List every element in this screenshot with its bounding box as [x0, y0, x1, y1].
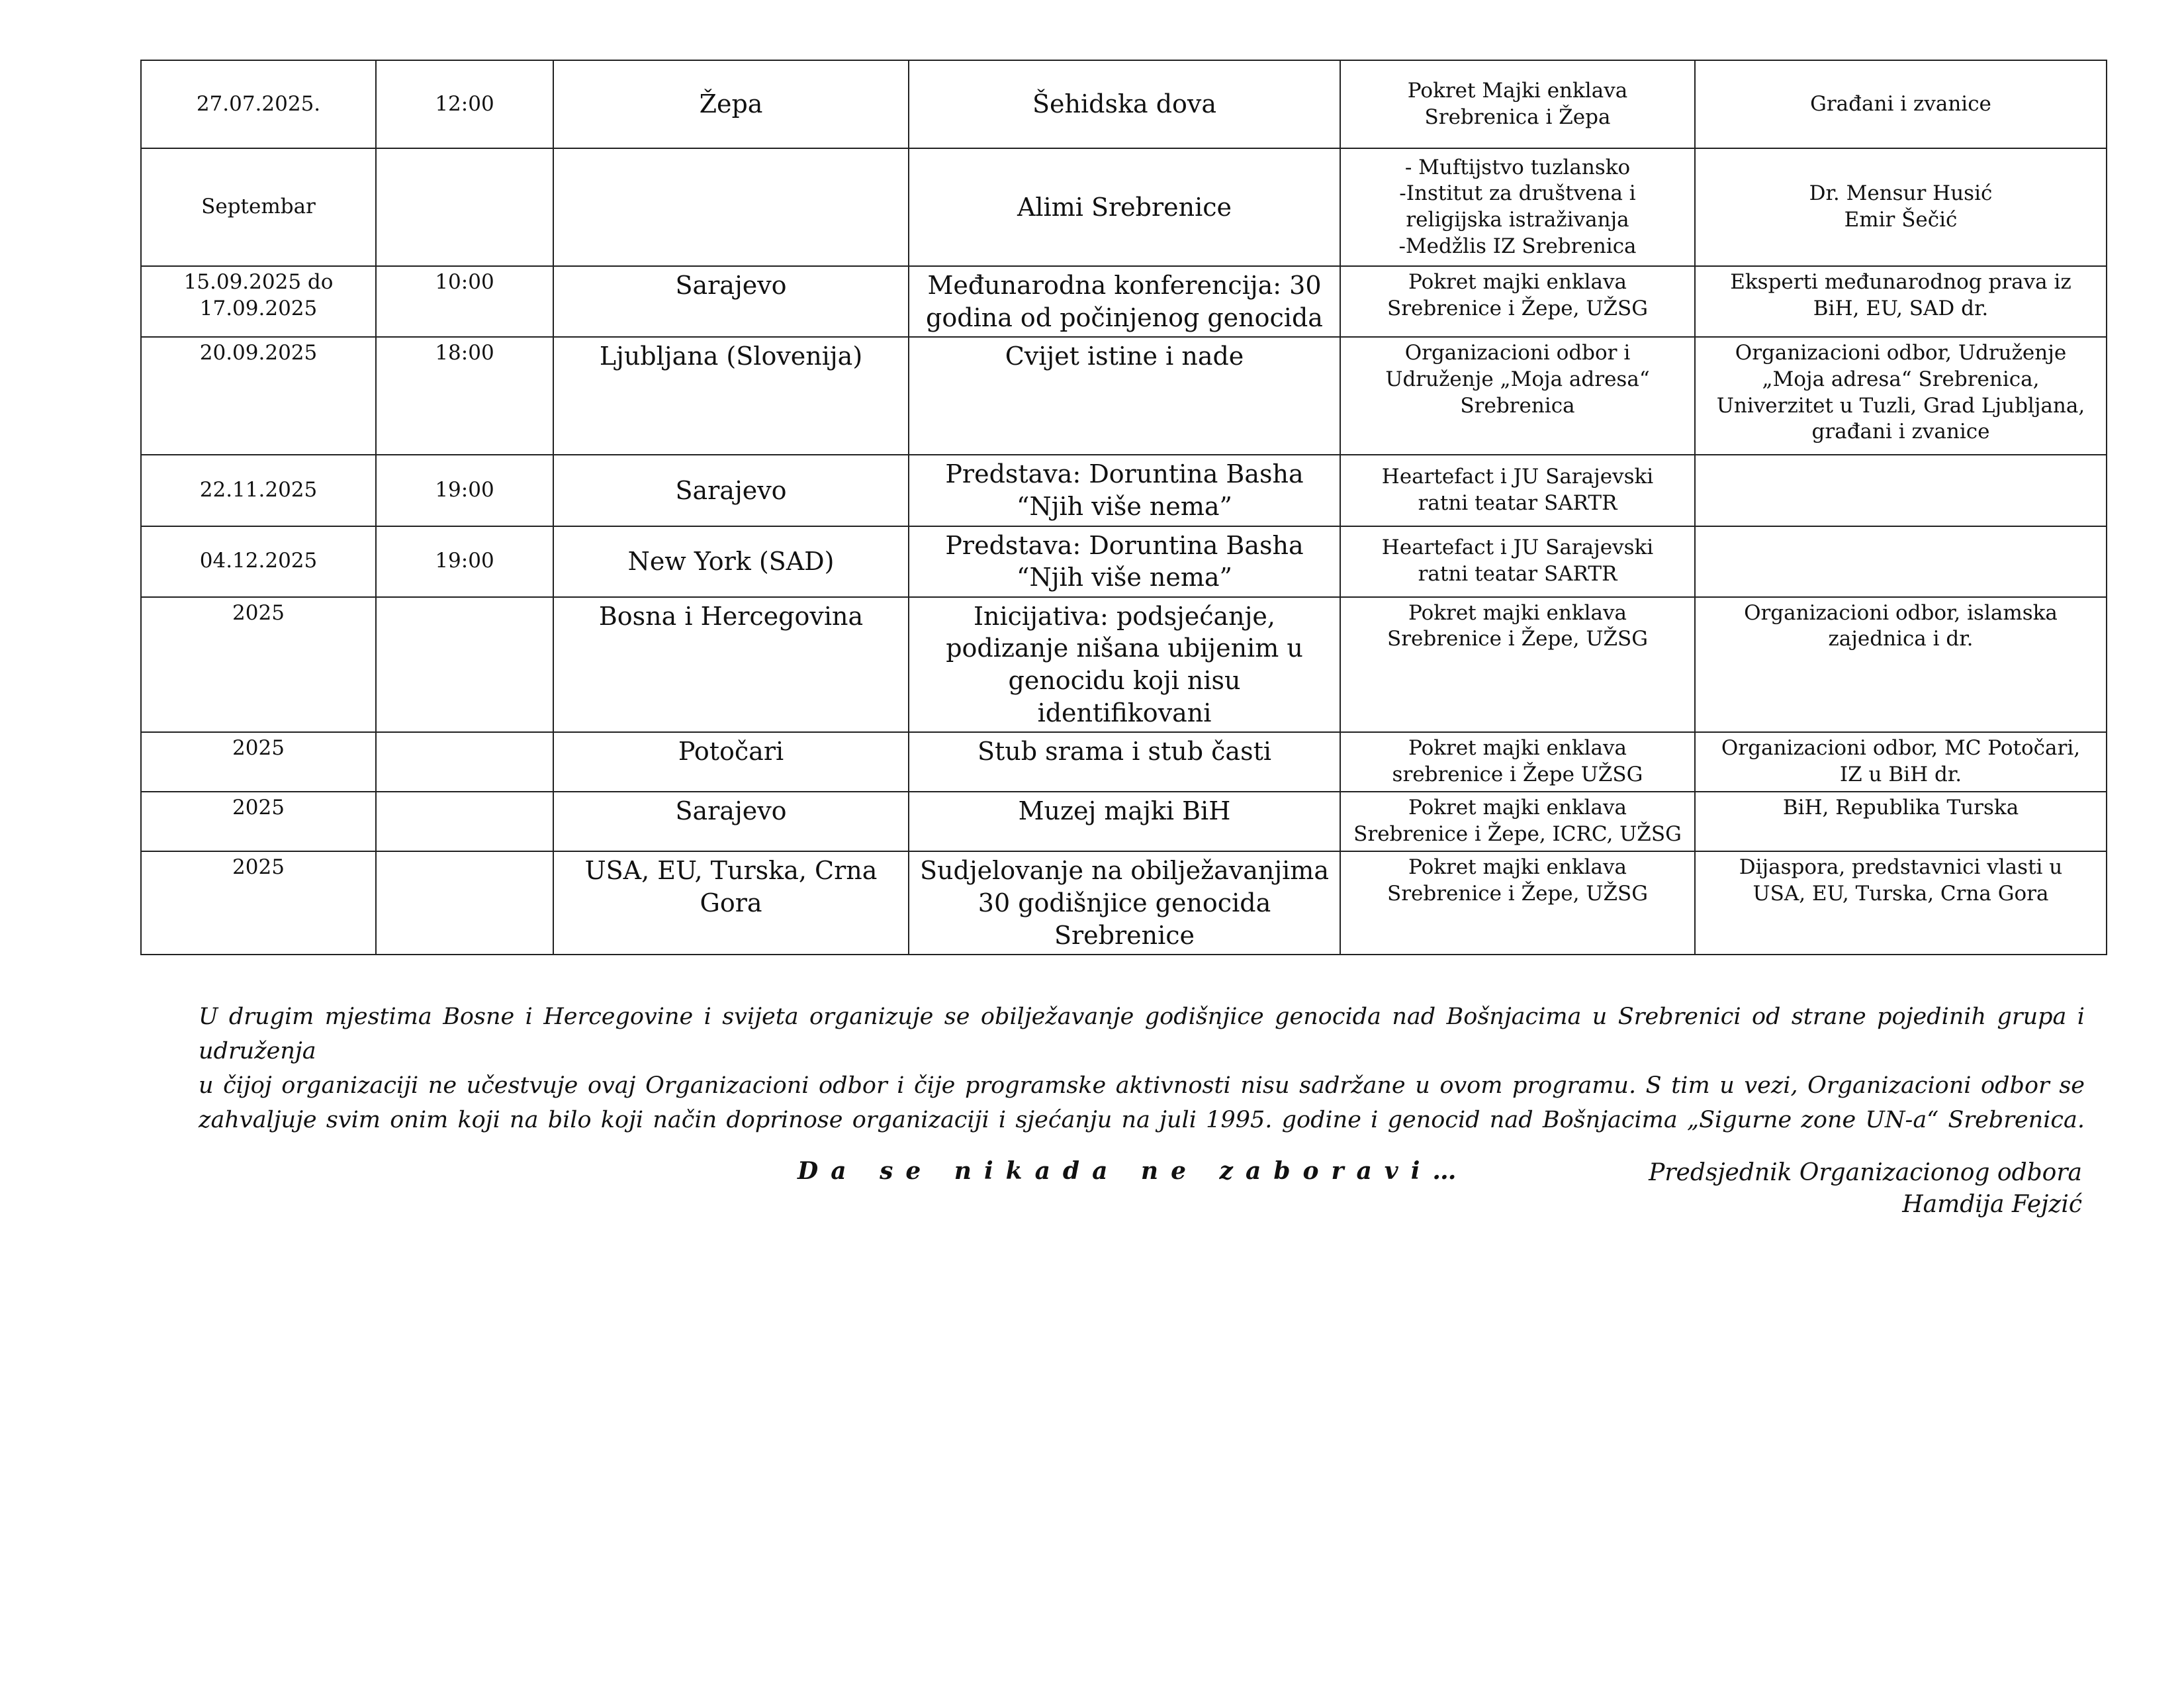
- cell-place: Sarajevo: [553, 455, 909, 526]
- table-row: [141, 526, 2107, 597]
- table-row: [141, 597, 2107, 733]
- cell-time: 18:00: [376, 337, 553, 455]
- table-row: [141, 851, 2107, 955]
- cell-line: Pokret majki enklava: [1408, 600, 1627, 625]
- cell-participants: [1695, 266, 2107, 337]
- note-line: zahvaljuje svim onim koji na bilo koji način doprinose organizaciji i sjećanju na juli 1995. godine i genocid nad Bošnjacima „Sigurne zone UN-a“ Srebrenica.: [199, 1107, 2085, 1133]
- cell-organizer: [1340, 337, 1695, 455]
- cell-line: Organizacioni odbor, islamska: [1744, 600, 2058, 625]
- note-line: U drugim mjestima Bosne i Hercegovine i svijeta organizuje se obilježavanje godišnjice genocida nad Bošnjacima u Srebrenici od strane pojedinih grupa i udruženja: [199, 1004, 2085, 1064]
- table-row: [141, 266, 2107, 337]
- cell-event: Stub srama i stub časti: [909, 732, 1340, 792]
- cell-organizer: [1340, 60, 1695, 148]
- cell-place: Žepa: [553, 60, 909, 148]
- signature-block: [1649, 1157, 2082, 1221]
- cell-date: 27.07.2025.: [141, 60, 376, 148]
- cell-line: Heartefact i JU Sarajevski: [1381, 465, 1654, 489]
- cell-time: 10:00: [376, 266, 553, 337]
- cell-place: New York (SAD): [553, 526, 909, 597]
- cell-line: -Medžlis IZ Srebrenica: [1398, 234, 1637, 258]
- cell-date: 2025: [141, 597, 376, 733]
- cell-participants: [1695, 337, 2107, 455]
- cell-organizer: [1340, 455, 1695, 526]
- cell-participants: [1695, 455, 2107, 526]
- cell-organizer: [1340, 148, 1695, 266]
- cell-line: Srebrenice i Žepe, UŽSG: [1387, 627, 1649, 651]
- cell-time: 12:00: [376, 60, 553, 148]
- cell-line: ratni teatar SARTR: [1418, 562, 1617, 586]
- note-line: u čijoj organizaciji ne učestvuje ovaj Organizacioni odbor i čije programske aktivnosti nisu sadržane u ovom programu. S tim u vezi, Organizacioni odbor se: [199, 1072, 2085, 1099]
- cell-line: Dr. Mensur Husić: [1809, 181, 1993, 206]
- cell-time: [376, 597, 553, 733]
- cell-date: 22.11.2025: [141, 455, 376, 526]
- cell-line: Pokret majki enklava: [1408, 270, 1627, 294]
- cell-date: 2025: [141, 792, 376, 851]
- cell-time: [376, 792, 553, 851]
- cell-line: BiH, EU, SAD dr.: [1813, 296, 1989, 320]
- cell-participants: [1695, 148, 2107, 266]
- cell-participants: [1695, 60, 2107, 148]
- cell-place: Bosna i Hercegovina: [553, 597, 909, 733]
- cell-date: 2025: [141, 732, 376, 792]
- cell-date: 20.09.2025: [141, 337, 376, 455]
- cell-participants: [1695, 792, 2107, 851]
- cell-participants: [1695, 526, 2107, 597]
- cell-date: 2025: [141, 851, 376, 955]
- cell-line: Srebrenica i Žepa: [1424, 105, 1611, 129]
- program-table: [140, 60, 2107, 955]
- table-row: [141, 732, 2107, 792]
- table-row: [141, 60, 2107, 148]
- cell-event: Inicijativa: podsjećanje, podizanje nišana ubijenim u genocidu koji nisu identifikovani: [909, 597, 1340, 733]
- cell-date: 04.12.2025: [141, 526, 376, 597]
- cell-line: građani i zvanice: [1811, 420, 1990, 444]
- cell-line: Građani i zvanice: [1810, 91, 1991, 116]
- cell-event: Šehidska dova: [909, 60, 1340, 148]
- cell-place: Ljubljana (Slovenija): [553, 337, 909, 455]
- cell-date: 15.09.2025 do 17.09.2025: [141, 266, 376, 337]
- cell-place: USA, EU, Turska, Crna Gora: [553, 851, 909, 955]
- cell-line: Srebrenica: [1460, 393, 1575, 418]
- cell-organizer: [1340, 597, 1695, 733]
- signature-name: Hamdija Fejzić: [1902, 1191, 2082, 1218]
- table-row: [141, 792, 2107, 851]
- cell-line: Pokret majki enklava: [1408, 736, 1627, 761]
- cell-line: ratni teatar SARTR: [1418, 491, 1617, 515]
- cell-line: Pokret majki enklava: [1408, 796, 1627, 820]
- cell-organizer: [1340, 732, 1695, 792]
- cell-event: Predstava: Doruntina Basha “Njih više nema”: [909, 455, 1340, 526]
- table-row: [141, 455, 2107, 526]
- cell-participants: [1695, 851, 2107, 955]
- cell-line: Dijaspora, predstavnici vlasti u: [1739, 855, 2063, 880]
- table-row: [141, 148, 2107, 266]
- cell-line: „Moja adresa“ Srebrenica,: [1762, 367, 2040, 391]
- cell-place: Sarajevo: [553, 266, 909, 337]
- signature-title: Predsjednik Organizacionog odbora: [1649, 1159, 2082, 1186]
- cell-line: Univerzitet u Tuzli, Grad Ljubljana,: [1716, 393, 2085, 418]
- cell-event: Sudjelovanje na obilježavanjima 30 godišnjice genocida Srebrenice: [909, 851, 1340, 955]
- cell-place: [553, 148, 909, 266]
- cell-line: religijska istraživanja: [1406, 208, 1629, 232]
- cell-organizer: [1340, 266, 1695, 337]
- cell-time: [376, 148, 553, 266]
- cell-line: Srebrenice i Žepe, UŽSG: [1387, 881, 1649, 906]
- cell-line: Srebrenice i Žepe, UŽSG: [1387, 296, 1649, 320]
- cell-line: srebrenice i Žepe UŽSG: [1392, 762, 1643, 786]
- cell-line: Pokret Majki enklava: [1407, 78, 1628, 103]
- cell-line: Organizacioni odbor, Udruženje: [1735, 341, 2067, 365]
- cell-line: Organizacioni odbor, MC Potočari,: [1721, 736, 2081, 761]
- cell-line: USA, EU, Turska, Crna Gora: [1752, 881, 2049, 906]
- closing-note: [199, 1000, 2085, 1137]
- program-table-body: [141, 60, 2107, 955]
- cell-organizer: [1340, 792, 1695, 851]
- cell-event: Predstava: Doruntina Basha “Njih više nema”: [909, 526, 1340, 597]
- cell-time: [376, 732, 553, 792]
- cell-line: BiH, Republika Turska: [1782, 796, 2019, 820]
- cell-participants: [1695, 732, 2107, 792]
- cell-time: 19:00: [376, 455, 553, 526]
- cell-event: Međunarodna konferencija: 30 godina od počinjenog genocida: [909, 266, 1340, 337]
- cell-organizer: [1340, 526, 1695, 597]
- cell-line: Eksperti međunarodnog prava iz: [1730, 270, 2071, 294]
- cell-participants: [1695, 597, 2107, 733]
- cell-line: Heartefact i JU Sarajevski: [1381, 536, 1654, 560]
- cell-time: 19:00: [376, 526, 553, 597]
- cell-line: Emir Šečić: [1844, 208, 1958, 232]
- cell-event: Cvijet istine i nade: [909, 337, 1340, 455]
- cell-time: [376, 851, 553, 955]
- cell-line: Srebrenice i Žepe, ICRC, UŽSG: [1353, 821, 1682, 846]
- cell-line: - Muftijstvo tuzlansko: [1404, 155, 1631, 179]
- cell-line: Udruženje „Moja adresa“: [1385, 367, 1650, 391]
- cell-line: Organizacioni odbor i: [1404, 341, 1631, 365]
- cell-event: Alimi Srebrenice: [909, 148, 1340, 266]
- cell-place: Potočari: [553, 732, 909, 792]
- table-row: [141, 337, 2107, 455]
- cell-date: Septembar: [141, 148, 376, 266]
- cell-event: Muzej majki BiH: [909, 792, 1340, 851]
- cell-line: zajednica i dr.: [1828, 627, 1974, 651]
- cell-line: IZ u BiH dr.: [1839, 762, 1962, 786]
- cell-line: Pokret majki enklava: [1408, 855, 1627, 880]
- cell-place: Sarajevo: [553, 792, 909, 851]
- motto: Da se nikada ne zaboravi…: [797, 1157, 1469, 1185]
- cell-line: -Institut za društvena i: [1399, 181, 1636, 206]
- cell-organizer: [1340, 851, 1695, 955]
